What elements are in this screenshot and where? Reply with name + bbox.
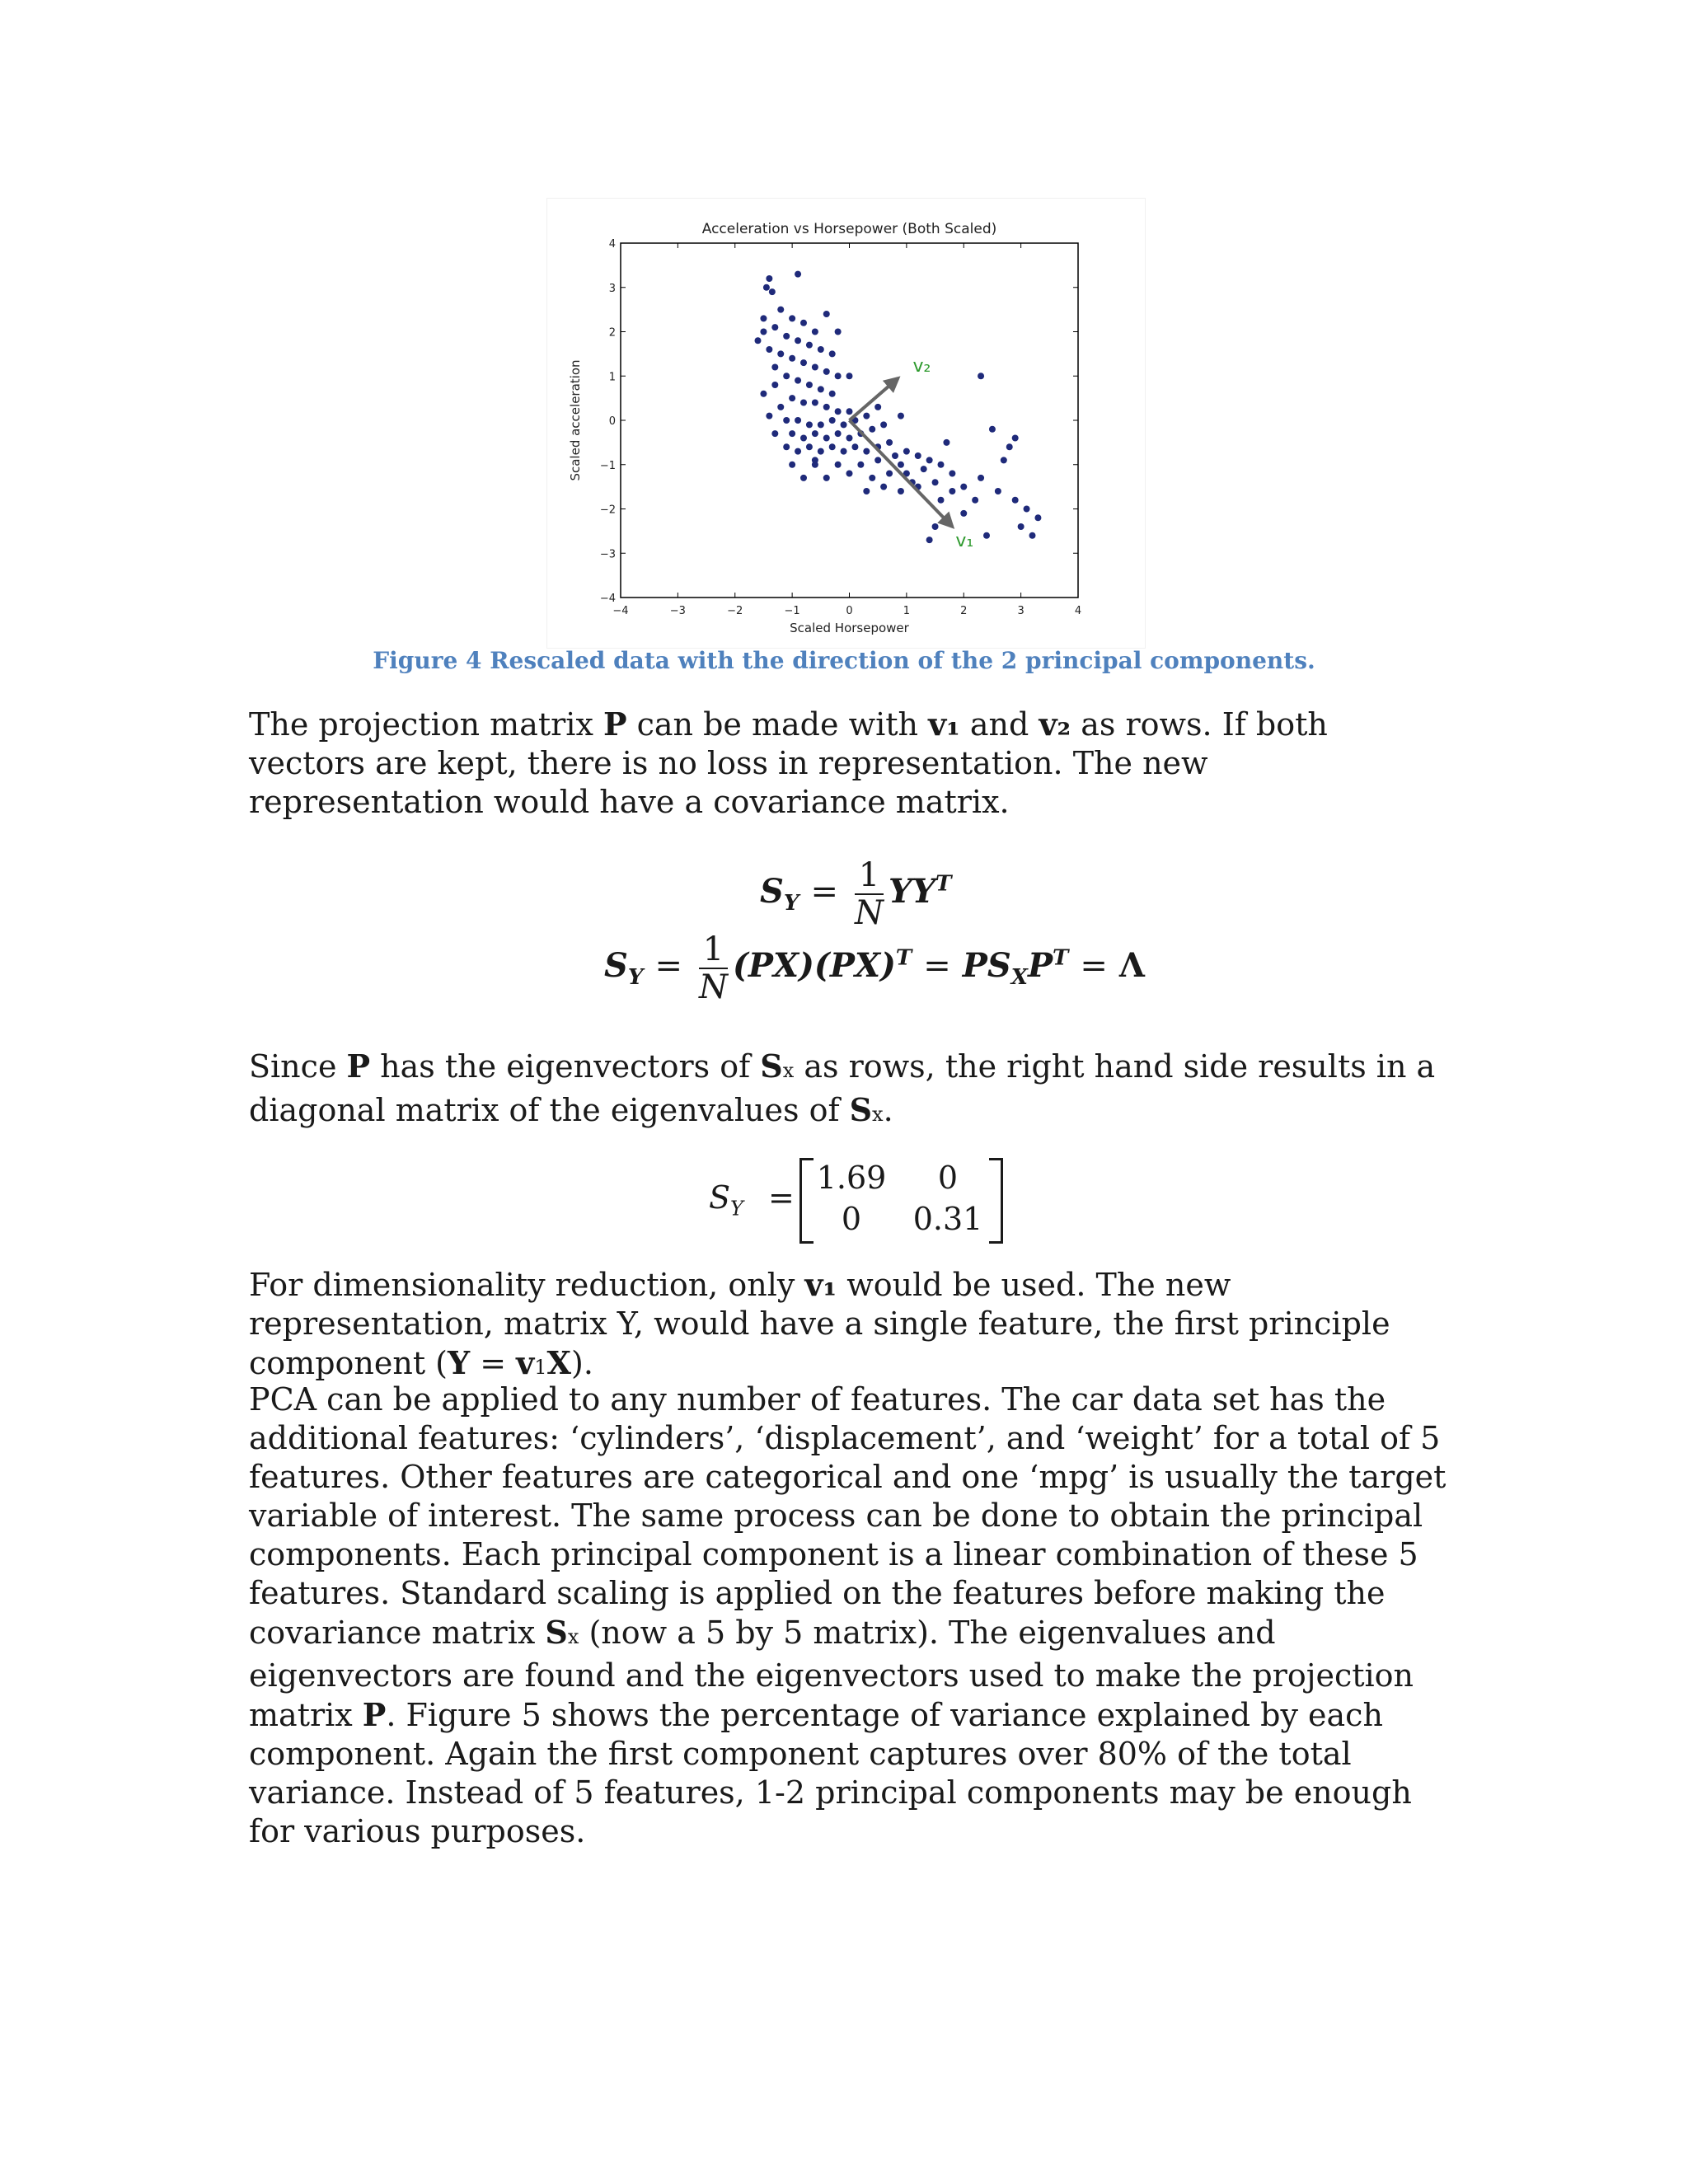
matrix-cell: 0 (841, 1201, 862, 1237)
eq-operator: = (768, 1179, 795, 1216)
eq-superscript: T (1053, 945, 1069, 971)
scatter-point (938, 462, 945, 468)
scatter-point (806, 342, 813, 349)
scatter-point (932, 479, 939, 485)
scatter-point (989, 426, 996, 433)
scatter-point (915, 452, 921, 459)
y-tick-label: −3 (599, 548, 616, 561)
scatter-point (880, 484, 887, 490)
scatter-point (949, 471, 955, 477)
scatter-point (857, 462, 864, 468)
figure-caption: Figure 4 Rescaled data with the direction of the 2 principal components. (373, 647, 1315, 674)
scatter-point (880, 421, 887, 428)
scatter-point (829, 417, 836, 424)
scatter-point (812, 400, 818, 406)
scatter-point (869, 475, 875, 481)
scatter-point (823, 435, 830, 442)
scatter-point (806, 382, 813, 388)
equation-2 (604, 931, 1145, 1005)
scatter-point (800, 400, 807, 406)
scatter-point (760, 329, 767, 335)
principal-component-arrow (850, 420, 953, 527)
scatter-point (783, 443, 790, 450)
fraction (855, 857, 884, 931)
text: ). (571, 1345, 593, 1381)
scatter-point (932, 523, 939, 530)
eq-symbol: S (760, 872, 784, 911)
scatter-point (800, 359, 807, 366)
scatter-point (863, 413, 870, 419)
eq-symbol: Λ (1118, 946, 1145, 985)
y-tick-label: 4 (608, 238, 616, 251)
eq-subscript: Y (627, 965, 644, 990)
bold-text: X (546, 1344, 572, 1381)
x-tick-label: 3 (1017, 605, 1025, 617)
fraction (699, 931, 728, 1005)
scatter-point (823, 311, 830, 317)
text: For dimensionality reduction, only (249, 1267, 805, 1303)
bold-text: S (545, 1614, 568, 1651)
scatter-point (926, 457, 933, 463)
matrix-cell: 1.69 (816, 1160, 887, 1196)
eq-superscript: T (895, 945, 912, 971)
scatter-point (983, 532, 990, 539)
x-tick-label: 0 (846, 605, 853, 617)
bold-text: P (362, 1696, 387, 1733)
scatter-point (823, 404, 830, 410)
scatter-point (812, 430, 818, 437)
y-tick-label: −1 (599, 459, 616, 472)
scatter-point (823, 475, 830, 481)
eq-symbol: PS (962, 946, 1011, 985)
eq-symbol: S (604, 946, 628, 985)
bold-text: P (603, 705, 627, 743)
scatter-point (1029, 532, 1036, 539)
x-tick-label: −3 (669, 605, 686, 617)
scatter-point (789, 395, 795, 401)
scatter-point (846, 471, 853, 477)
scatter-point (926, 537, 933, 543)
scatter-point (972, 497, 978, 504)
scatter-point (1012, 497, 1019, 504)
scatter-point (800, 475, 807, 481)
subscript: x (782, 1059, 795, 1082)
scatter-point (835, 373, 842, 379)
scatter-point (1001, 457, 1007, 463)
scatter-point (863, 488, 870, 494)
paragraph-1 (249, 705, 1452, 822)
scatter-point (835, 329, 842, 335)
scatter-point (818, 421, 824, 428)
scatter-point (960, 510, 967, 517)
eq-symbol: P (1027, 946, 1053, 985)
eq-operator: = (1080, 947, 1108, 985)
text: = (470, 1345, 517, 1381)
scatter-point (800, 435, 807, 442)
paragraph-3 (249, 1265, 1452, 1387)
scatter-point (777, 350, 784, 357)
scatter-point (892, 452, 898, 459)
text: (now a 5 by 5 matrix). The eigenvalues and eigenvectors are found and the eigenvectors used to make the projection matrix (249, 1615, 1414, 1733)
scatter-point (835, 462, 842, 468)
x-tick-label: −2 (727, 605, 743, 617)
scatter-point (841, 448, 847, 455)
scatter-point (829, 443, 836, 450)
scatter-point (903, 448, 910, 455)
bold-text: S (760, 1047, 783, 1085)
scatter-point (818, 448, 824, 455)
scatter-point (771, 382, 778, 388)
eq-subscript: Y (730, 1197, 743, 1221)
equation-1 (760, 857, 951, 931)
scatter-point (771, 324, 778, 330)
scatter-point (818, 386, 824, 392)
scatter-point (886, 471, 893, 477)
scatter-point (978, 475, 984, 481)
fraction-numerator: 1 (699, 931, 728, 969)
x-tick-label: −1 (784, 605, 800, 617)
scatter-point (829, 350, 836, 357)
scatter-point (783, 417, 790, 424)
paragraph-4 (249, 1380, 1452, 1851)
scatter-point (795, 337, 801, 344)
scatter-point (777, 404, 784, 410)
scatter-point (823, 368, 830, 375)
scatter-point (783, 373, 790, 379)
scatter-point (835, 430, 842, 437)
scatter-point (846, 408, 853, 415)
bold-text: S (849, 1091, 873, 1128)
scatter-point (760, 315, 767, 321)
eq-symbol: (PX)(PX) (732, 946, 896, 985)
scatter-point (1018, 523, 1025, 530)
eq-symbol (709, 1179, 743, 1221)
scatter-point (795, 448, 801, 455)
scatter-point (789, 430, 795, 437)
text: has the eigenvectors of (370, 1048, 761, 1085)
text: The projection matrix (249, 706, 603, 743)
eq-subscript: Y (783, 891, 799, 916)
fraction-denominator: N (854, 894, 884, 932)
chart-title: Acceleration vs Horsepower (Both Scaled) (701, 221, 997, 237)
x-tick-label: 2 (960, 605, 968, 617)
scatter-point (886, 439, 893, 446)
scatter-point (943, 439, 950, 446)
scatter-point (760, 391, 767, 397)
y-tick-label: 0 (608, 415, 616, 428)
scatter-point (755, 337, 762, 344)
text: would be used. The new representation, matrix Y, would have a single feature, the first principle component ( (249, 1267, 1390, 1381)
scatter-point (766, 413, 772, 419)
scatter-point (795, 377, 801, 384)
scatter-point (1024, 506, 1030, 513)
scatter-point (846, 435, 853, 442)
y-axis-label: Scaled acceleration (568, 359, 583, 481)
scatter-point (829, 391, 836, 397)
y-tick-label: 3 (608, 282, 616, 295)
scatter-point (1034, 514, 1041, 521)
eq-operator: = (923, 947, 951, 985)
bold-text: v₁ (928, 705, 960, 743)
scatter-chart (546, 198, 1144, 647)
scatter-point (763, 284, 770, 291)
scatter-point (995, 488, 1001, 494)
scatter-point (874, 404, 881, 410)
scatter-point (812, 457, 818, 463)
text: Since (249, 1048, 347, 1085)
text: as rows. If both vectors are kept, there is no loss in representation. The new representation would have a covariance matrix. (249, 706, 1328, 820)
y-tick-label: −2 (599, 504, 616, 517)
scatter-point (921, 466, 927, 472)
eq-superscript: T (935, 871, 952, 897)
scatter-point (766, 346, 772, 353)
scatter-point (898, 413, 904, 419)
scatter-point (949, 488, 955, 494)
scatter-point (960, 484, 967, 490)
text: and (959, 706, 1039, 743)
bold-text: Y (448, 1344, 471, 1381)
scatter-point (789, 355, 795, 362)
scatter-point (978, 373, 984, 379)
eq-symbol: YY (888, 872, 936, 911)
scatter-point (1012, 435, 1019, 442)
scatter-point (769, 288, 776, 295)
vector-label: v₁ (955, 531, 974, 551)
scatter-point (812, 329, 818, 335)
x-axis-label: Scaled Horsepower (790, 621, 909, 635)
y-tick-label: 1 (608, 371, 616, 384)
scatter-point (806, 443, 813, 450)
text: can be made with (626, 706, 929, 743)
scatter-point (898, 462, 904, 468)
bold-text: v₁ (804, 1266, 837, 1303)
bold-text: v₂ (1039, 705, 1071, 743)
x-tick-label: 4 (1074, 605, 1082, 617)
scatter-point (1006, 443, 1013, 450)
scatter-point (777, 307, 784, 313)
eq-operator: = (810, 873, 838, 911)
scatter-point (783, 333, 790, 340)
scatter-point (795, 271, 801, 278)
scatter-point (800, 320, 807, 326)
scatter-point (841, 421, 847, 428)
scatter-point (766, 275, 772, 282)
x-tick-label: −4 (612, 605, 629, 617)
subscript: 1 (534, 1356, 547, 1379)
eq-operator: = (654, 947, 682, 985)
text: . (883, 1092, 893, 1128)
matrix-cell: 0.31 (912, 1201, 983, 1237)
scatter-point (812, 364, 818, 371)
scatter-point (789, 315, 795, 321)
scatter-point (771, 364, 778, 371)
scatter-point (898, 488, 904, 494)
scatter-point (851, 443, 858, 450)
paragraph-2 (249, 1047, 1452, 1134)
eq-symbol-letter: S (709, 1179, 731, 1216)
scatter-point (863, 448, 870, 455)
text: . Figure 5 shows the percentage of variance explained by each component. Again the first component captures over 80% of the total variance. Instead of 5 features, 1-2 principal components may be enough for various purposes. (249, 1697, 1412, 1849)
scatter-point (938, 497, 945, 504)
fraction-denominator: N (698, 968, 728, 1006)
scatter-point (835, 408, 842, 415)
scatter-point (806, 421, 813, 428)
x-tick-label: 1 (903, 605, 911, 617)
right-bracket (989, 1158, 1003, 1244)
eq-subscript: X (1010, 965, 1028, 990)
scatter-point (846, 373, 853, 379)
scatter-point (771, 430, 778, 437)
principal-component-arrow (850, 378, 898, 420)
text: as rows, the right hand side results in a diagonal matrix of the eigenvalues of (249, 1048, 1436, 1128)
fraction-numerator: 1 (855, 857, 884, 895)
y-tick-label: 2 (608, 326, 616, 340)
scatter-point (874, 457, 881, 463)
subscript: x (567, 1625, 579, 1648)
y-tick-label: −4 (599, 593, 616, 605)
scatter-point (789, 462, 795, 468)
vector-label: v₂ (912, 355, 931, 377)
scatter-point (869, 426, 875, 433)
subscript: x (872, 1103, 884, 1126)
bold-text: v (516, 1344, 535, 1381)
text: PCA can be applied to any number of features. The car data set has the additional features: ‘cylinders’, ‘displacement’, and ‘weight’ for a total of 5 features. Other features are categorical and one ‘mpg’ is usually the target variable of interest. The same process can be done to obtain the principal components. Each principal component is a linear combination of these 5 features. Standard scaling is applied on the features before making the covariance matrix (249, 1381, 1447, 1651)
bold-text: P (346, 1047, 371, 1085)
scatter-point (795, 417, 801, 424)
matrix-cell: 0 (937, 1160, 959, 1196)
scatter-point (818, 346, 824, 353)
